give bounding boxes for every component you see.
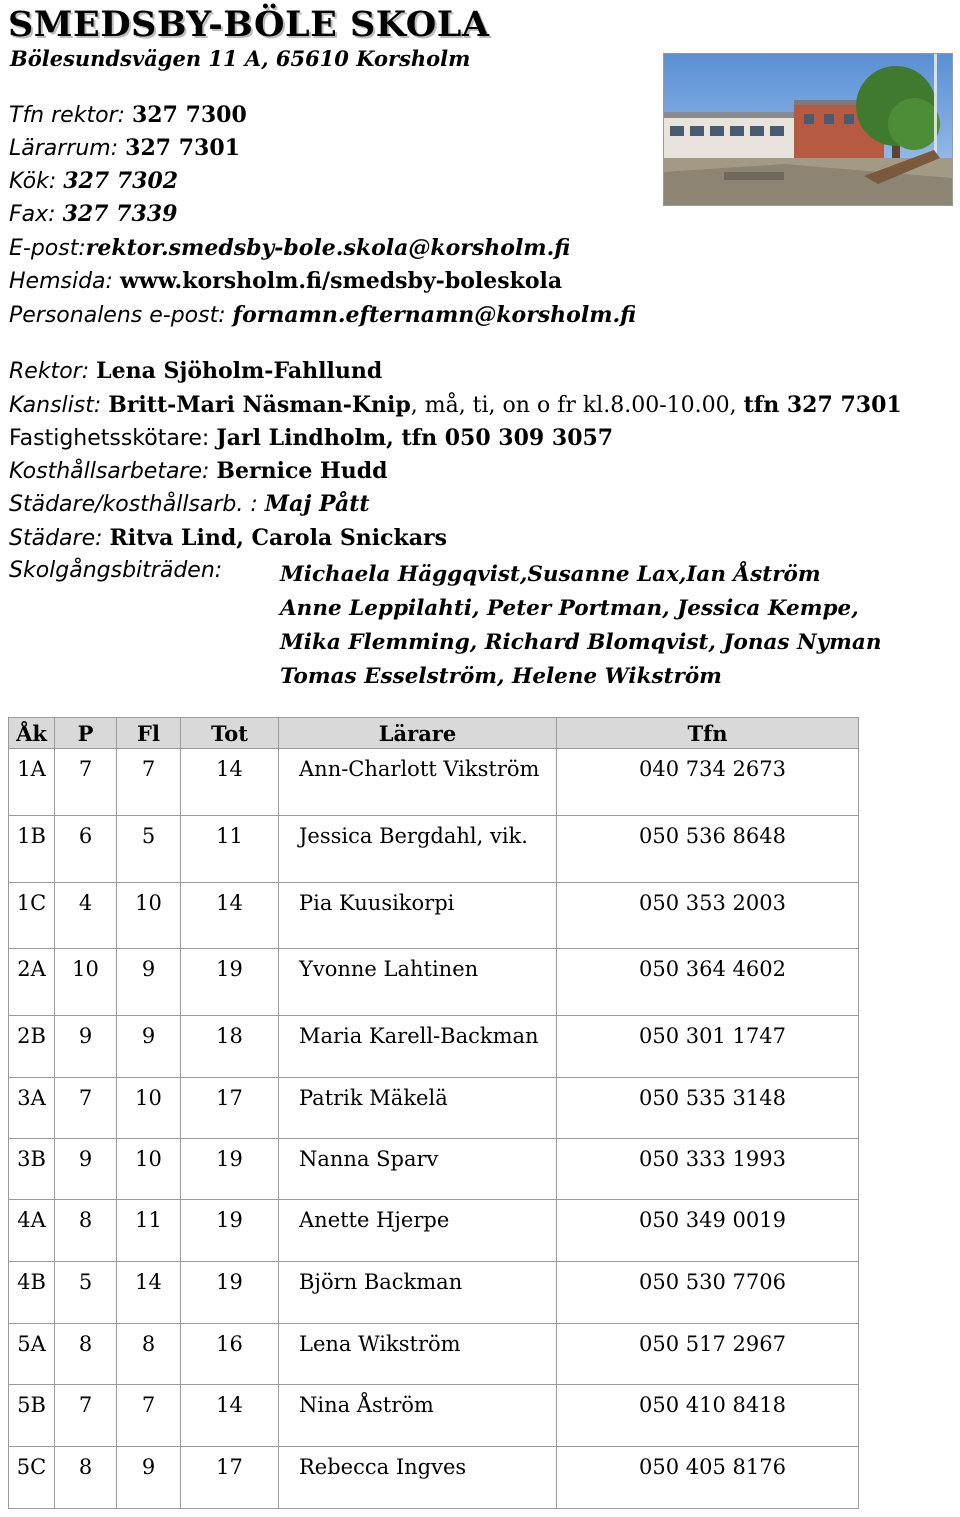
- table-row: [9, 1016, 859, 1078]
- teacher-phone-cell-text: 050 410 8418: [639, 1393, 786, 1417]
- class-grade-cell-text: 3A: [17, 1086, 46, 1110]
- contact-phone-rektor: [9, 102, 247, 128]
- class-total-cell: [181, 949, 279, 1016]
- class-total-cell: [181, 1078, 279, 1139]
- teacher-phone-cell: [557, 1200, 859, 1262]
- class-total-cell: [181, 1447, 279, 1509]
- teacher-phone-cell: [557, 1139, 859, 1200]
- teacher-name-cell-text: Pia Kuusikorpi: [299, 891, 455, 915]
- contact-value: 327 7302: [63, 168, 179, 194]
- class-p-cell-text: 7: [78, 757, 93, 781]
- class-total-cell: [181, 883, 279, 949]
- class-total-cell-text: 11: [216, 824, 243, 848]
- class-p-cell-text: 10: [72, 957, 99, 981]
- teacher-phone-cell-text: 050 517 2967: [639, 1332, 786, 1356]
- header-ak: Åk: [9, 718, 55, 749]
- class-p-cell: [55, 749, 117, 816]
- class-grade-cell: [9, 1385, 55, 1447]
- staff-value: Jarl Lindholm, tfn 050 309 3057: [216, 425, 614, 451]
- class-grade-cell: [9, 749, 55, 816]
- contact-label: Personalens e-post:: [9, 303, 233, 328]
- teacher-name-cell: [279, 949, 557, 1016]
- teacher-phone-cell-text: 050 301 1747: [639, 1024, 786, 1048]
- class-p-cell-text: 6: [78, 824, 93, 848]
- class-grade-cell-text: 4A: [17, 1208, 46, 1232]
- header-fl: Fl: [117, 718, 181, 749]
- teacher-name-cell-text: Jessica Bergdahl, vik.: [299, 824, 528, 848]
- staff-value: Lena Sjöholm-Fahllund: [96, 358, 383, 384]
- teacher-phone-cell: [557, 1324, 859, 1385]
- class-grade-cell-text: 2A: [17, 957, 46, 981]
- class-grade-cell: [9, 1262, 55, 1324]
- table-row: [9, 1262, 859, 1324]
- class-fl-cell: [117, 1200, 181, 1262]
- class-fl-cell-text: 7: [141, 1393, 156, 1417]
- teacher-phone-cell-text: 050 530 7706: [639, 1270, 786, 1294]
- class-total-cell: [181, 1016, 279, 1078]
- table-row: [9, 749, 859, 816]
- class-fl-cell-text: 9: [141, 957, 156, 981]
- contact-label: Lärarrum:: [9, 136, 126, 161]
- header-larare: Lärare: [279, 718, 557, 749]
- staff-value: Ritva Lind, Carola Snickars: [109, 525, 447, 551]
- staff-skolgang-label: [9, 558, 222, 583]
- teacher-phone-cell-text: 050 535 3148: [639, 1086, 786, 1110]
- table-row: [9, 1139, 859, 1200]
- class-table: [8, 717, 859, 1509]
- class-p-cell: [55, 1078, 117, 1139]
- teacher-phone-cell: [557, 1262, 859, 1324]
- class-grade-cell: [9, 883, 55, 949]
- class-p-cell: [55, 816, 117, 883]
- class-p-cell: [55, 1385, 117, 1447]
- skolgang-line: Michaela Häggqvist,Susanne Lax,Ian Åström: [280, 562, 821, 587]
- contact-website: [9, 268, 562, 294]
- teacher-name-cell: [279, 816, 557, 883]
- class-total-cell: [181, 1385, 279, 1447]
- school-building-image: [664, 54, 952, 205]
- teacher-name-cell-text: Maria Karell-Backman: [299, 1024, 539, 1048]
- class-grade-cell: [9, 1200, 55, 1262]
- teacher-phone-cell-text: 040 734 2673: [639, 757, 786, 781]
- class-fl-cell: [117, 949, 181, 1016]
- class-p-cell: [55, 1447, 117, 1509]
- teacher-name-cell-text: Ann-Charlott Vikström: [299, 757, 540, 781]
- contact-value: fornamn.efternamn@korsholm.fi: [232, 302, 637, 328]
- contact-label: E-post:: [9, 236, 86, 261]
- teacher-name-cell-text: Nanna Sparv: [299, 1147, 439, 1171]
- class-grade-cell-text: 4B: [17, 1270, 46, 1294]
- teacher-phone-cell-text: 050 353 2003: [639, 891, 786, 915]
- table-row: [9, 1078, 859, 1139]
- teacher-phone-cell: [557, 1016, 859, 1078]
- class-grade-cell: [9, 816, 55, 883]
- contact-label: Tfn rektor:: [9, 103, 132, 128]
- class-fl-cell: [117, 1447, 181, 1509]
- staff-stadare-kosthall: [9, 491, 370, 517]
- class-total-cell-text: 14: [216, 757, 243, 781]
- class-p-cell: [55, 1016, 117, 1078]
- contact-phone-lararrum: [9, 135, 240, 161]
- staff-label: Skolgångsbiträden:: [9, 558, 223, 583]
- class-p-cell-text: 8: [78, 1332, 93, 1356]
- class-grade-cell-text: 3B: [17, 1147, 46, 1171]
- class-fl-cell: [117, 883, 181, 949]
- table-row: [9, 1447, 859, 1509]
- school-name: SMEDSBY-BÖLE SKOLA: [8, 4, 490, 45]
- teacher-phone-cell-text: 050 349 0019: [639, 1208, 786, 1232]
- school-photo: [663, 53, 953, 206]
- staff-value: Bernice Hudd: [216, 458, 388, 484]
- class-total-cell-text: 19: [216, 1208, 243, 1232]
- class-total-cell: [181, 1200, 279, 1262]
- class-total-cell-text: 19: [216, 1147, 243, 1171]
- teacher-phone-cell: [557, 1447, 859, 1509]
- skolgang-line: Tomas Esselström, Helene Wikström: [280, 664, 722, 689]
- teacher-phone-cell-text: 050 364 4602: [639, 957, 786, 981]
- table-row: [9, 816, 859, 883]
- teacher-name-cell-text: Patrik Mäkelä: [299, 1086, 448, 1110]
- table-body: [9, 749, 859, 1509]
- staff-phone: tfn 327 7301: [743, 392, 902, 418]
- school-address: Bölesundsvägen 11 A, 65610 Korsholm: [10, 46, 471, 71]
- class-p-cell-text: 4: [78, 891, 93, 915]
- class-fl-cell-text: 8: [141, 1332, 156, 1356]
- staff-label: Fastighetsskötare:: [9, 426, 217, 451]
- class-total-cell-text: 18: [216, 1024, 243, 1048]
- staff-value: Maj Pått: [264, 491, 370, 517]
- class-total-cell: [181, 749, 279, 816]
- teacher-phone-cell-text: 050 405 8176: [639, 1455, 786, 1479]
- skolgang-line: Anne Leppilahti, Peter Portman, Jessica Kempe,: [280, 596, 859, 621]
- table-row: [9, 949, 859, 1016]
- table-row: [9, 1385, 859, 1447]
- class-total-cell-text: 19: [216, 957, 243, 981]
- class-grade-cell: [9, 1139, 55, 1200]
- staff-label: Rektor:: [9, 359, 97, 384]
- teacher-phone-cell-text: 050 536 8648: [639, 824, 786, 848]
- class-total-cell: [181, 1324, 279, 1385]
- skolgang-names: [280, 558, 881, 694]
- teacher-name-cell: [279, 883, 557, 949]
- contact-value: 327 7300: [131, 102, 247, 128]
- teacher-name-cell: [279, 1385, 557, 1447]
- class-fl-cell: [117, 1078, 181, 1139]
- teacher-phone-cell: [557, 749, 859, 816]
- class-grade-cell-text: 5A: [17, 1332, 46, 1356]
- class-p-cell: [55, 1139, 117, 1200]
- table-row: [9, 1200, 859, 1262]
- class-p-cell: [55, 1324, 117, 1385]
- class-fl-cell-text: 5: [141, 824, 156, 848]
- teacher-name-cell-text: Lena Wikström: [299, 1332, 461, 1356]
- teacher-name-cell-text: Björn Backman: [299, 1270, 463, 1294]
- teacher-name-cell: [279, 1139, 557, 1200]
- class-grade-cell-text: 5B: [17, 1393, 46, 1417]
- teacher-name-cell: [279, 1016, 557, 1078]
- class-total-cell-text: 17: [216, 1455, 243, 1479]
- class-fl-cell: [117, 1324, 181, 1385]
- staff-kanslist: [9, 392, 902, 418]
- class-p-cell-text: 7: [78, 1393, 93, 1417]
- teacher-phone-cell-text: 050 333 1993: [639, 1147, 786, 1171]
- contact-label: Hemsida:: [9, 269, 120, 294]
- contact-fax: [9, 201, 177, 227]
- staff-hours: , må, ti, on o fr kl.8.00-10.00,: [410, 393, 744, 418]
- staff-fastighetsskotare: [9, 425, 613, 451]
- class-p-cell-text: 8: [78, 1455, 93, 1479]
- staff-label: Städare/kosthållsarb. :: [9, 492, 265, 517]
- class-grade-cell: [9, 1016, 55, 1078]
- staff-value: Britt-Mari Näsman-Knip: [108, 392, 411, 418]
- class-grade-cell-text: 5C: [16, 1455, 47, 1479]
- contact-staff-email: [9, 302, 636, 328]
- class-p-cell: [55, 949, 117, 1016]
- table-row: [9, 883, 859, 949]
- class-fl-cell: [117, 816, 181, 883]
- teacher-name-cell: [279, 1078, 557, 1139]
- staff-label: Kanslist:: [9, 393, 109, 418]
- class-total-cell-text: 19: [216, 1270, 243, 1294]
- staff-label: Kosthållsarbetare:: [9, 459, 217, 484]
- class-fl-cell: [117, 749, 181, 816]
- class-fl-cell-text: 14: [135, 1270, 162, 1294]
- class-fl-cell-text: 7: [141, 757, 156, 781]
- teacher-phone-cell: [557, 949, 859, 1016]
- class-fl-cell-text: 9: [141, 1024, 156, 1048]
- teacher-name-cell: [279, 1262, 557, 1324]
- class-fl-cell: [117, 1016, 181, 1078]
- class-grade-cell-text: 1A: [17, 757, 46, 781]
- teacher-name-cell: [279, 749, 557, 816]
- contact-value: 327 7339: [62, 201, 178, 227]
- contact-website-link[interactable]: www.korsholm.fi/smedsby-boleskola: [119, 268, 563, 294]
- class-fl-cell: [117, 1262, 181, 1324]
- teacher-name-cell-text: Rebecca Ingves: [299, 1455, 467, 1479]
- class-p-cell: [55, 1200, 117, 1262]
- contact-label: Kök:: [9, 169, 64, 194]
- contact-email-link[interactable]: rektor.smedsby-bole.skola@korsholm.fi: [85, 235, 571, 261]
- skolgang-line: Mika Flemming, Richard Blomqvist, Jonas Nyman: [280, 630, 882, 655]
- class-grade-cell: [9, 1324, 55, 1385]
- teacher-name-cell-text: Anette Hjerpe: [299, 1208, 450, 1232]
- contact-label: Fax:: [9, 202, 63, 227]
- class-p-cell-text: 9: [78, 1147, 93, 1171]
- contact-phone-kok: [9, 168, 178, 194]
- class-total-cell: [181, 816, 279, 883]
- class-total-cell-text: 16: [216, 1332, 243, 1356]
- class-total-cell-text: 17: [216, 1086, 243, 1110]
- header-tfn: Tfn: [557, 718, 859, 749]
- class-p-cell-text: 8: [78, 1208, 93, 1232]
- teacher-name-cell: [279, 1447, 557, 1509]
- class-p-cell: [55, 883, 117, 949]
- class-grade-cell: [9, 1078, 55, 1139]
- contact-email: [9, 235, 570, 261]
- class-total-cell: [181, 1139, 279, 1200]
- teacher-phone-cell: [557, 1385, 859, 1447]
- class-total-cell-text: 14: [216, 1393, 243, 1417]
- class-fl-cell-text: 10: [135, 1086, 162, 1110]
- class-fl-cell: [117, 1385, 181, 1447]
- class-fl-cell-text: 10: [135, 891, 162, 915]
- class-fl-cell-text: 10: [135, 1147, 162, 1171]
- class-grade-cell: [9, 1447, 55, 1509]
- class-fl-cell-text: 11: [135, 1208, 162, 1232]
- teacher-name-cell-text: Nina Åström: [299, 1393, 434, 1417]
- class-total-cell-text: 14: [216, 891, 243, 915]
- header-p: P: [55, 718, 117, 749]
- class-p-cell-text: 5: [78, 1270, 93, 1294]
- class-grade-cell-text: 1B: [17, 824, 46, 848]
- teacher-phone-cell: [557, 883, 859, 949]
- class-p-cell: [55, 1262, 117, 1324]
- class-total-cell: [181, 1262, 279, 1324]
- class-grade-cell-text: 2B: [17, 1024, 46, 1048]
- header-tot: Tot: [181, 718, 279, 749]
- table-header-row: [9, 718, 859, 749]
- class-fl-cell: [117, 1139, 181, 1200]
- staff-rektor: [9, 358, 382, 384]
- staff-label: Städare:: [9, 526, 110, 551]
- class-grade-cell-text: 1C: [16, 891, 47, 915]
- staff-kosthallsarbetare: [9, 458, 388, 484]
- teacher-name-cell: [279, 1200, 557, 1262]
- teacher-phone-cell: [557, 1078, 859, 1139]
- teacher-phone-cell: [557, 816, 859, 883]
- class-grade-cell: [9, 949, 55, 1016]
- class-fl-cell-text: 9: [141, 1455, 156, 1479]
- contact-value: 327 7301: [125, 135, 240, 161]
- class-p-cell-text: 9: [78, 1024, 93, 1048]
- teacher-name-cell: [279, 1324, 557, 1385]
- staff-stadare: [9, 525, 447, 551]
- table-row: [9, 1324, 859, 1385]
- class-p-cell-text: 7: [78, 1086, 93, 1110]
- teacher-name-cell-text: Yvonne Lahtinen: [299, 957, 479, 981]
